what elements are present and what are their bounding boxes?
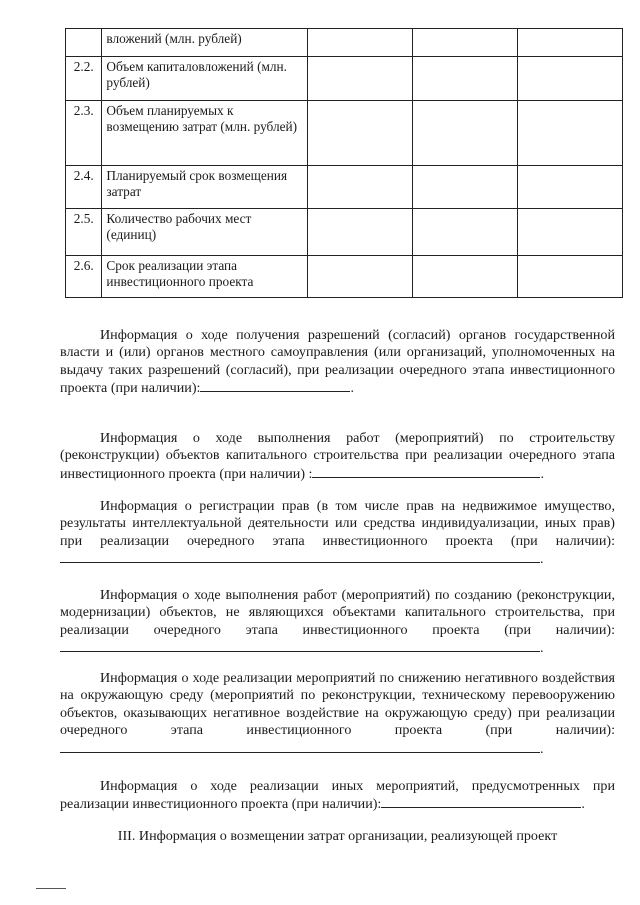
value-cell bbox=[412, 166, 517, 209]
paragraph-end: . bbox=[581, 796, 585, 813]
fill-in-line[interactable] bbox=[60, 550, 540, 563]
permits-paragraph bbox=[60, 327, 615, 398]
value-cell bbox=[307, 101, 412, 166]
other-measures-paragraph bbox=[60, 778, 615, 814]
paragraph-text: Информация о ходе реализации иных мероприятий, предусмотренных при реализации инвестиционного проекта (при наличии): bbox=[60, 778, 615, 813]
paragraph-text: Информация о регистрации прав (в том числе прав на недвижимое имущество, результаты интеллектуальной деятельности или средства индивидуализации, иных прав) при реализации очередного этапа инвестиционного проекта (при наличии): bbox=[60, 498, 615, 549]
paragraph-end: . bbox=[350, 380, 354, 397]
value-cell bbox=[307, 57, 412, 101]
row-label: вложений (млн. рублей) bbox=[102, 29, 307, 57]
row-number: 2.2. bbox=[66, 57, 102, 101]
paragraph-end: . bbox=[540, 640, 544, 657]
paragraph-text: Информация о ходе реализации мероприятий по снижению негативного воздействия на окружающую среду (мероприятий по реконструкции, техническому перевооружению объектов, оказывающих негативное воздействие на окружающую среду) при реализации очередного этапа инвестиционного проекта (при наличии): bbox=[60, 670, 615, 739]
table-row bbox=[66, 209, 623, 256]
value-cell bbox=[517, 29, 622, 57]
row-label: Объем капиталовложений (млн. рублей) bbox=[102, 57, 307, 101]
section-heading: III. Информация о возмещении затрат организации, реализующей проект bbox=[117, 828, 558, 844]
value-cell bbox=[517, 101, 622, 166]
paragraph-text: Информация о ходе выполнения работ (мероприятий) по созданию (реконструкции, модернизации) объектов, не являющихся объектами капитального строительства, при реализации очередного этапа инвестиционного проекта (при наличии): bbox=[60, 587, 615, 638]
row-label: Объем планируемых к возмещению затрат (млн. рублей) bbox=[102, 101, 307, 166]
paragraph-text: Информация о ходе выполнения работ (мероприятий) по строительству (реконструкции) объектов капитального строительства при реализации очередного этапа инвестиционного проекта (при наличии) : bbox=[60, 430, 615, 482]
row-number: 2.6. bbox=[66, 256, 102, 298]
table-row bbox=[66, 57, 623, 101]
value-cell bbox=[307, 166, 412, 209]
table-row bbox=[66, 166, 623, 209]
value-cell bbox=[517, 209, 622, 256]
fill-in-line[interactable] bbox=[60, 639, 540, 652]
fill-in-line[interactable] bbox=[60, 740, 540, 753]
value-cell bbox=[517, 256, 622, 298]
value-cell bbox=[517, 57, 622, 101]
non-capital-objects-paragraph bbox=[60, 587, 615, 658]
table-row bbox=[66, 29, 623, 57]
table-row bbox=[66, 256, 623, 298]
value-cell bbox=[517, 166, 622, 209]
row-label: Срок реализации этапа инвестиционного проекта bbox=[102, 256, 307, 298]
value-cell bbox=[412, 209, 517, 256]
row-label: Планируемый срок возмещения затрат bbox=[102, 166, 307, 209]
row-number: 2.4. bbox=[66, 166, 102, 209]
environment-paragraph bbox=[60, 670, 615, 758]
value-cell bbox=[412, 256, 517, 298]
construction-paragraph bbox=[60, 430, 615, 483]
fill-in-line[interactable] bbox=[381, 795, 581, 808]
value-cell bbox=[412, 29, 517, 57]
fill-in-line[interactable] bbox=[200, 379, 350, 392]
value-cell bbox=[307, 209, 412, 256]
fill-in-line[interactable] bbox=[312, 465, 540, 478]
value-cell bbox=[412, 101, 517, 166]
paragraph-text: Информация о ходе получения разрешений (согласий) органов государственной власти и (или) органов местного самоуправления (или организаций, уполномоченных на выдачу таких разрешений (согласий), при реализации очередного этапа инвестиционного проекта (при наличии): bbox=[60, 327, 615, 397]
paragraph-end: . bbox=[540, 551, 544, 568]
value-cell bbox=[307, 29, 412, 57]
row-label: Количество рабочих мест (единиц) bbox=[102, 209, 307, 256]
indicators-table bbox=[65, 28, 623, 298]
table-row bbox=[66, 101, 623, 166]
footnote-divider bbox=[36, 888, 66, 889]
paragraph-end: . bbox=[540, 465, 545, 482]
rights-registration-paragraph bbox=[60, 498, 615, 569]
paragraph-end: . bbox=[540, 740, 544, 757]
row-number: 2.3. bbox=[66, 101, 102, 166]
row-number: 2.5. bbox=[66, 209, 102, 256]
value-cell bbox=[412, 57, 517, 101]
value-cell bbox=[307, 256, 412, 298]
row-number bbox=[66, 29, 102, 57]
